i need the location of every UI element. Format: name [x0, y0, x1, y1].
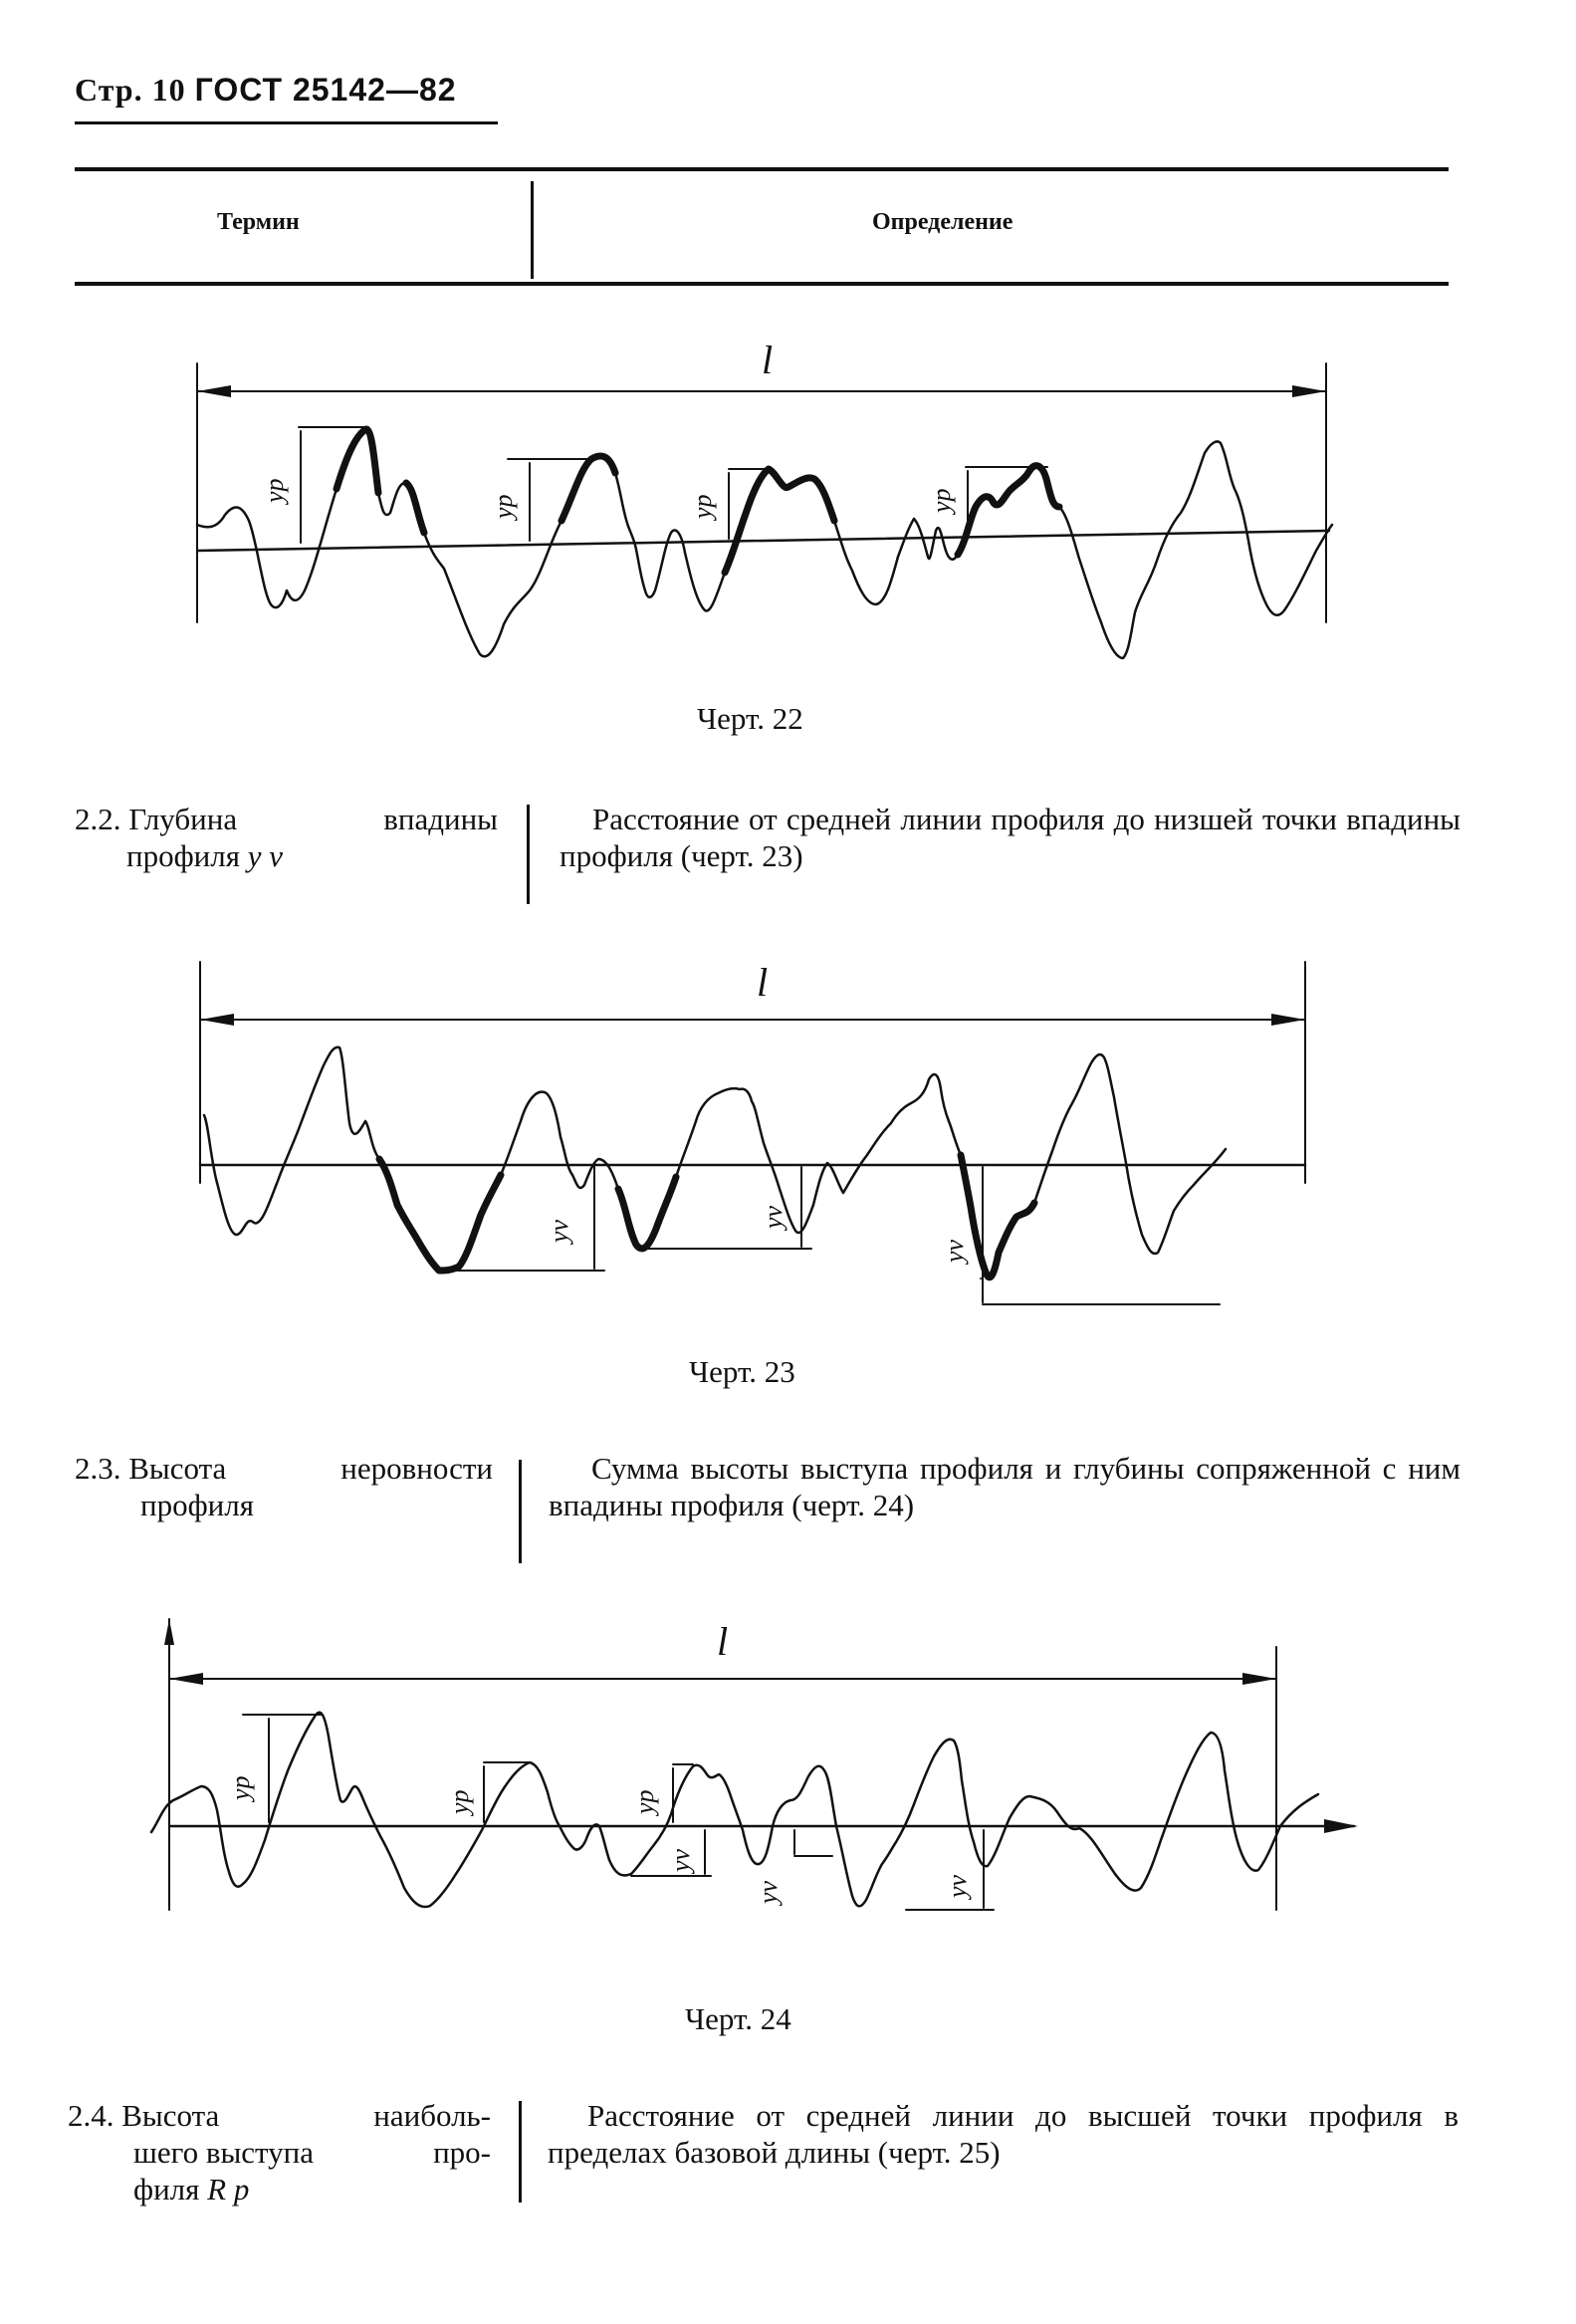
table-bottom-rule	[75, 282, 1449, 286]
figure-22	[179, 338, 1354, 682]
entry-2-2-definition: Расстояние от средней линии профиля до низшей точки впадины профиля (черт. 23)	[560, 802, 1461, 873]
yv-label: yv	[754, 1880, 783, 1904]
yv-label: yv	[940, 1239, 969, 1263]
arrowhead-right	[1292, 385, 1326, 397]
entry-2-3-separator	[519, 1460, 522, 1563]
term-line	[75, 837, 498, 874]
peak-1b-highlight	[406, 483, 424, 533]
term-line	[75, 801, 498, 837]
profile-line	[197, 429, 1332, 658]
entry-2-2	[75, 801, 1461, 900]
term-word: профиля	[140, 1488, 254, 1522]
figure-24-drawing	[139, 1605, 1374, 1983]
length-label: l	[717, 1619, 729, 1664]
yp-label: yp	[445, 1789, 474, 1814]
term-symbol: y v	[247, 838, 284, 873]
yv-label: yv	[666, 1848, 695, 1872]
figure-24	[139, 1605, 1374, 1983]
entry-number: 2.4.	[68, 2098, 114, 2133]
peak-3-highlight	[725, 469, 834, 573]
entry-2-4-term	[68, 2097, 491, 2208]
figure-23-drawing	[184, 954, 1339, 1322]
figure-24-caption: Черт. 24	[685, 2001, 791, 2036]
yp-label: yp	[226, 1775, 255, 1800]
figure-22-caption: Черт. 22	[697, 701, 803, 736]
valley-3-highlight	[961, 1155, 1034, 1278]
term-word: Высота	[128, 1451, 227, 1486]
yv-label: yv	[943, 1874, 972, 1898]
page-header-text	[75, 72, 503, 109]
term-line	[75, 1450, 493, 1487]
entry-2-2-term	[75, 801, 498, 874]
figure-23-caption: Черт. 23	[689, 1354, 795, 1389]
valley-2-highlight	[618, 1177, 676, 1249]
valley-1-highlight	[379, 1159, 501, 1271]
arrowhead-right	[1242, 1673, 1276, 1685]
length-label: l	[762, 338, 774, 382]
yp-label: yp	[260, 478, 289, 503]
term-line	[68, 2097, 491, 2134]
yp-label: yp	[489, 494, 518, 519]
length-label: l	[757, 960, 769, 1005]
yv-label: yv	[545, 1219, 573, 1243]
arrowhead-right	[1271, 1014, 1305, 1026]
yp-label: yp	[688, 494, 717, 519]
term-word: Глубина	[128, 802, 238, 836]
table-column-divider	[531, 181, 534, 279]
page-header	[75, 72, 503, 131]
term-symbol: R p	[207, 2172, 250, 2207]
entry-2-2-separator	[527, 805, 530, 904]
column-head-term: Термин	[217, 209, 300, 235]
term-word: наиболь-	[373, 2098, 491, 2133]
term-word: профиля	[126, 838, 240, 873]
term-line	[68, 2171, 491, 2208]
peak-1-highlight	[337, 429, 378, 493]
yv-label: yv	[759, 1205, 788, 1229]
profile-line	[204, 1047, 1226, 1278]
mean-line-arrow	[1324, 1819, 1358, 1833]
header-underline	[75, 121, 498, 124]
yp-label: yp	[630, 1789, 659, 1814]
entry-2-4	[68, 2097, 1462, 2246]
axis-vertical-arrow	[164, 1619, 174, 1645]
page-label: Стр. 10	[75, 72, 186, 108]
entry-number: 2.3.	[75, 1451, 121, 1486]
profile-line-end	[1079, 1733, 1318, 1891]
gost-number: ГОСТ 25142—82	[194, 72, 457, 108]
figure-23	[184, 954, 1339, 1322]
yp-label: yp	[927, 488, 956, 513]
peak-4-highlight	[958, 466, 1059, 555]
entry-2-4-definition: Расстояние от средней линии до высшей точки профиля в пределах базовой длины (черт. 25)	[548, 2098, 1459, 2170]
term-line	[75, 1487, 493, 1523]
term-line	[68, 2134, 491, 2171]
entry-2-3	[75, 1450, 1461, 1559]
entry-2-3-definition: Сумма высоты выступа профиля и глубины сопряженной с ним впадины профиля (черт. 24)	[549, 1451, 1461, 1522]
figure-22-drawing	[179, 338, 1354, 682]
mean-line	[197, 531, 1329, 551]
term-word: про-	[433, 2135, 491, 2170]
entry-2-4-separator	[519, 2101, 522, 2203]
arrowhead-left	[169, 1673, 203, 1685]
arrowhead-left	[197, 385, 231, 397]
term-word: впадины	[383, 802, 498, 836]
peak-2-highlight	[562, 456, 615, 521]
column-head-definition: Определение	[872, 209, 1013, 235]
term-word: Высота	[121, 2098, 220, 2133]
table-top-rule	[75, 167, 1449, 171]
arrowhead-left	[200, 1014, 234, 1026]
term-word: филя	[133, 2172, 200, 2207]
entry-2-3-term	[75, 1450, 493, 1523]
profile-line	[151, 1713, 1079, 1907]
term-word: шего выступа	[133, 2135, 315, 2170]
term-word: неровности	[340, 1451, 493, 1486]
entry-number: 2.2.	[75, 802, 121, 836]
